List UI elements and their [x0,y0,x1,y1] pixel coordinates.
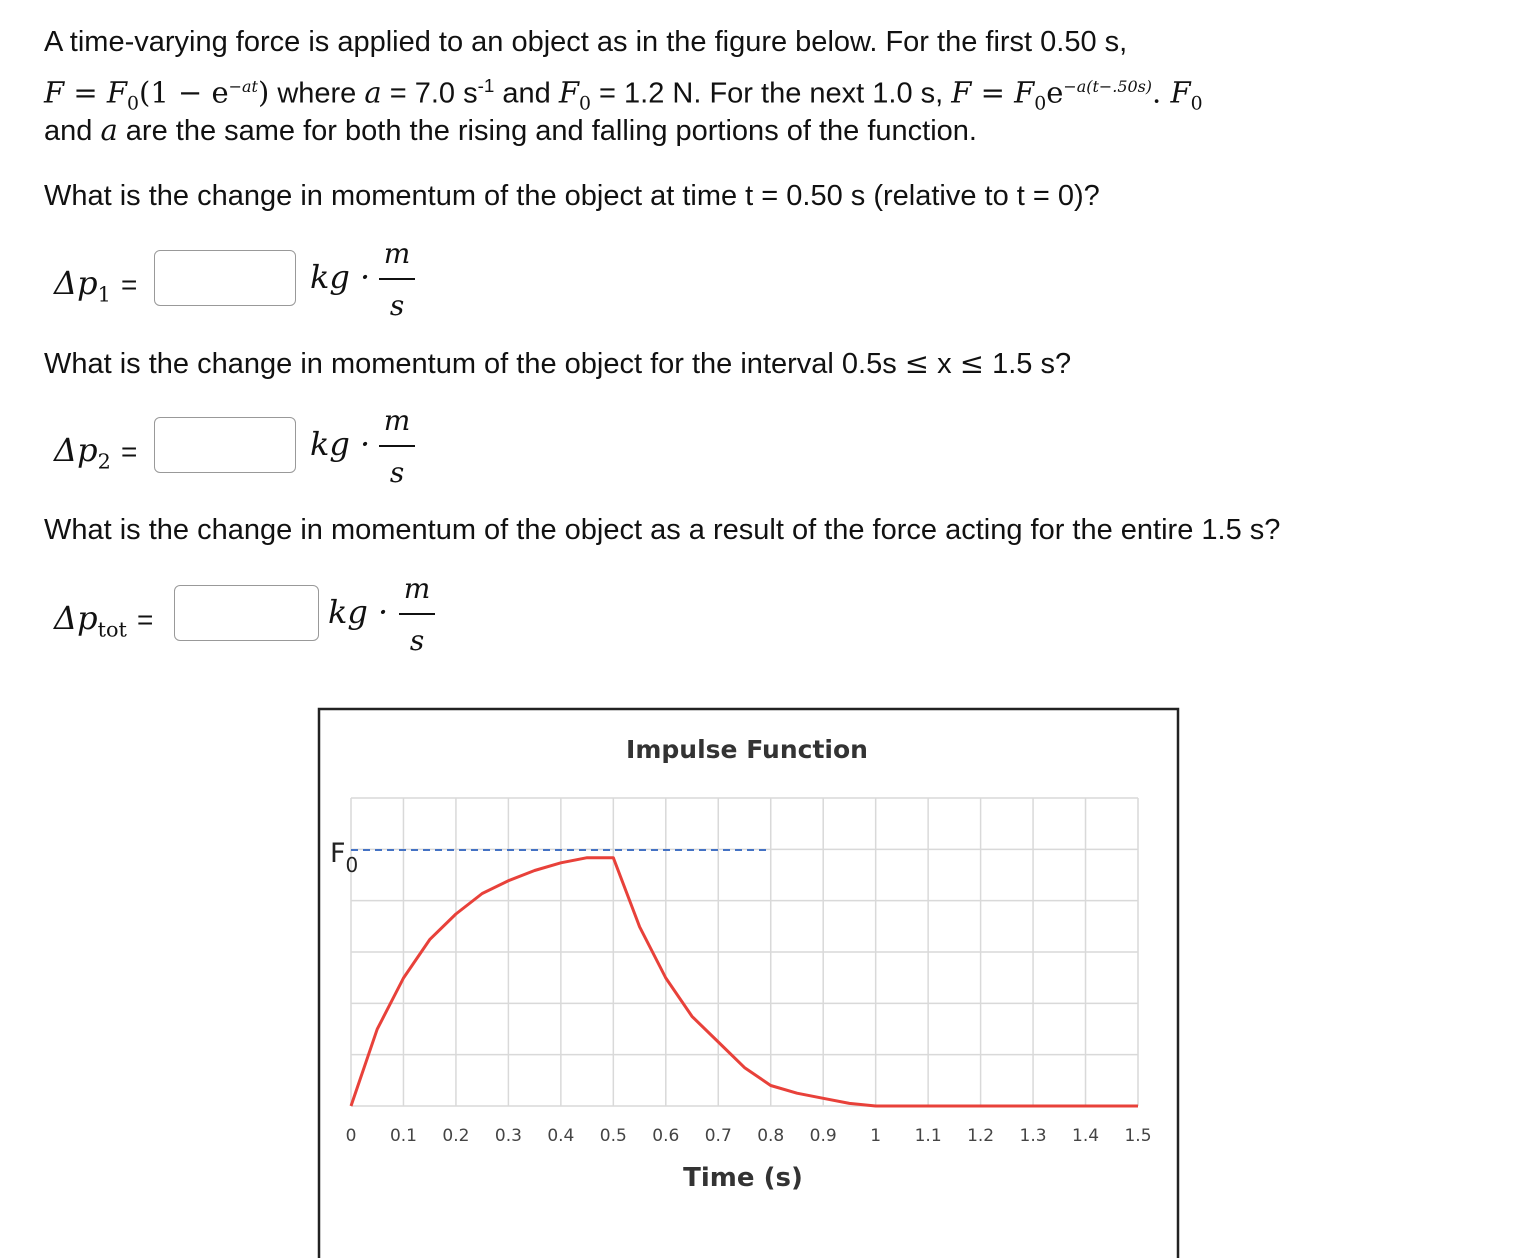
eq2-lhs: F [951,75,972,110]
x-tick-label: 0 [345,1126,357,1146]
delta-p2-label: $\Delta p_2$ = [54,431,138,474]
tail-F: F [1170,75,1191,110]
eq1-lhs: F [44,75,65,110]
x-tick-label: 0.1 [389,1126,417,1146]
line3-pre: and [44,115,101,147]
a-exp: -1 [477,75,495,96]
tail-F-sub: 0 [1190,93,1203,115]
eq1-close: ) [257,75,270,110]
a-value: = 7.0 s [381,77,478,110]
x-tick-label: 0.3 [494,1126,522,1146]
x-tick-label: 1.2 [967,1126,995,1146]
x-tick-label: 1.4 [1072,1126,1100,1146]
question-2-mid: x [929,348,960,380]
eq1-paren: (1 − e [139,75,229,110]
unit-m-per-s-2: m s [379,403,415,491]
le-symbol-1: ≤ [904,346,930,380]
f0-marker-label: $F_0$ [330,838,359,877]
x-tick-label: 1.1 [914,1126,942,1146]
x-tick-label: 0.4 [547,1126,575,1146]
eq2-F-sub: 0 [1034,93,1047,115]
unit-m-per-s-1: m s [379,236,415,324]
eq2-equals: = [971,75,1015,110]
a-var: a [364,75,382,110]
F0-value: = 1.2 N. For the next 1.0 s, [590,77,952,110]
chart-title: Impulse Function [626,735,868,764]
eq2-e: e [1046,75,1064,110]
unit-kg-3: kg · [328,593,389,631]
x-tick-label: 0.7 [704,1126,732,1146]
eq1-exponent: −at [228,77,258,96]
x-tick-label: 0.9 [809,1126,837,1146]
question-1-prompt: What is the change in momentum of the object at time t = 0.50 s (relative to t = 0)? [44,180,1100,212]
unit-m-per-s-3: m s [399,571,435,659]
x-tick-label: 0.2 [442,1126,470,1146]
question-3-prompt: What is the change in momentum of the object as a result of the force acting for the entire 1.5 s? [44,514,1281,546]
and-text: and [494,77,559,110]
le-symbol-2: ≤ [959,346,985,380]
x-axis-label: Time (s) [683,1163,803,1193]
question-2-post: 1.5 s? [984,348,1072,380]
line3-post: are the same for both the rising and falling portions of the function. [117,115,977,147]
intro-text: A time-varying force is applied to an object as in the figure below. For the first 0.50 s, [44,26,1128,58]
x-tick-label: 1.3 [1019,1126,1047,1146]
F0-sub: 0 [578,93,591,115]
unit-kg-1: kg · [310,258,371,296]
x-tick-label: 0.8 [757,1126,785,1146]
eq1-F: F [106,75,127,110]
question-2-pre: What is the change in momentum of the object for the interval 0.5s [44,348,905,380]
eq2-end: . [1152,75,1171,110]
unit-kg-2: kg · [310,425,371,463]
x-tick-label: 0.5 [599,1126,627,1146]
eq2-exponent: −a(t−.50s) [1063,77,1152,96]
eq1-F-sub: 0 [127,93,139,115]
x-tick-label: 1.5 [1124,1126,1152,1146]
line3-a: a [100,113,118,147]
eq2-F: F [1014,75,1035,110]
x-tick-label: 1 [870,1126,882,1146]
delta-p1-label: $\Delta p_1$ = [54,264,138,307]
where-text: where [269,77,365,110]
delta-ptot-label: $\Delta p_{tot}$ = [54,599,154,642]
F0-var: F [558,75,579,110]
eq1-equals: = [64,75,107,110]
x-tick-label: 0.6 [652,1126,680,1146]
